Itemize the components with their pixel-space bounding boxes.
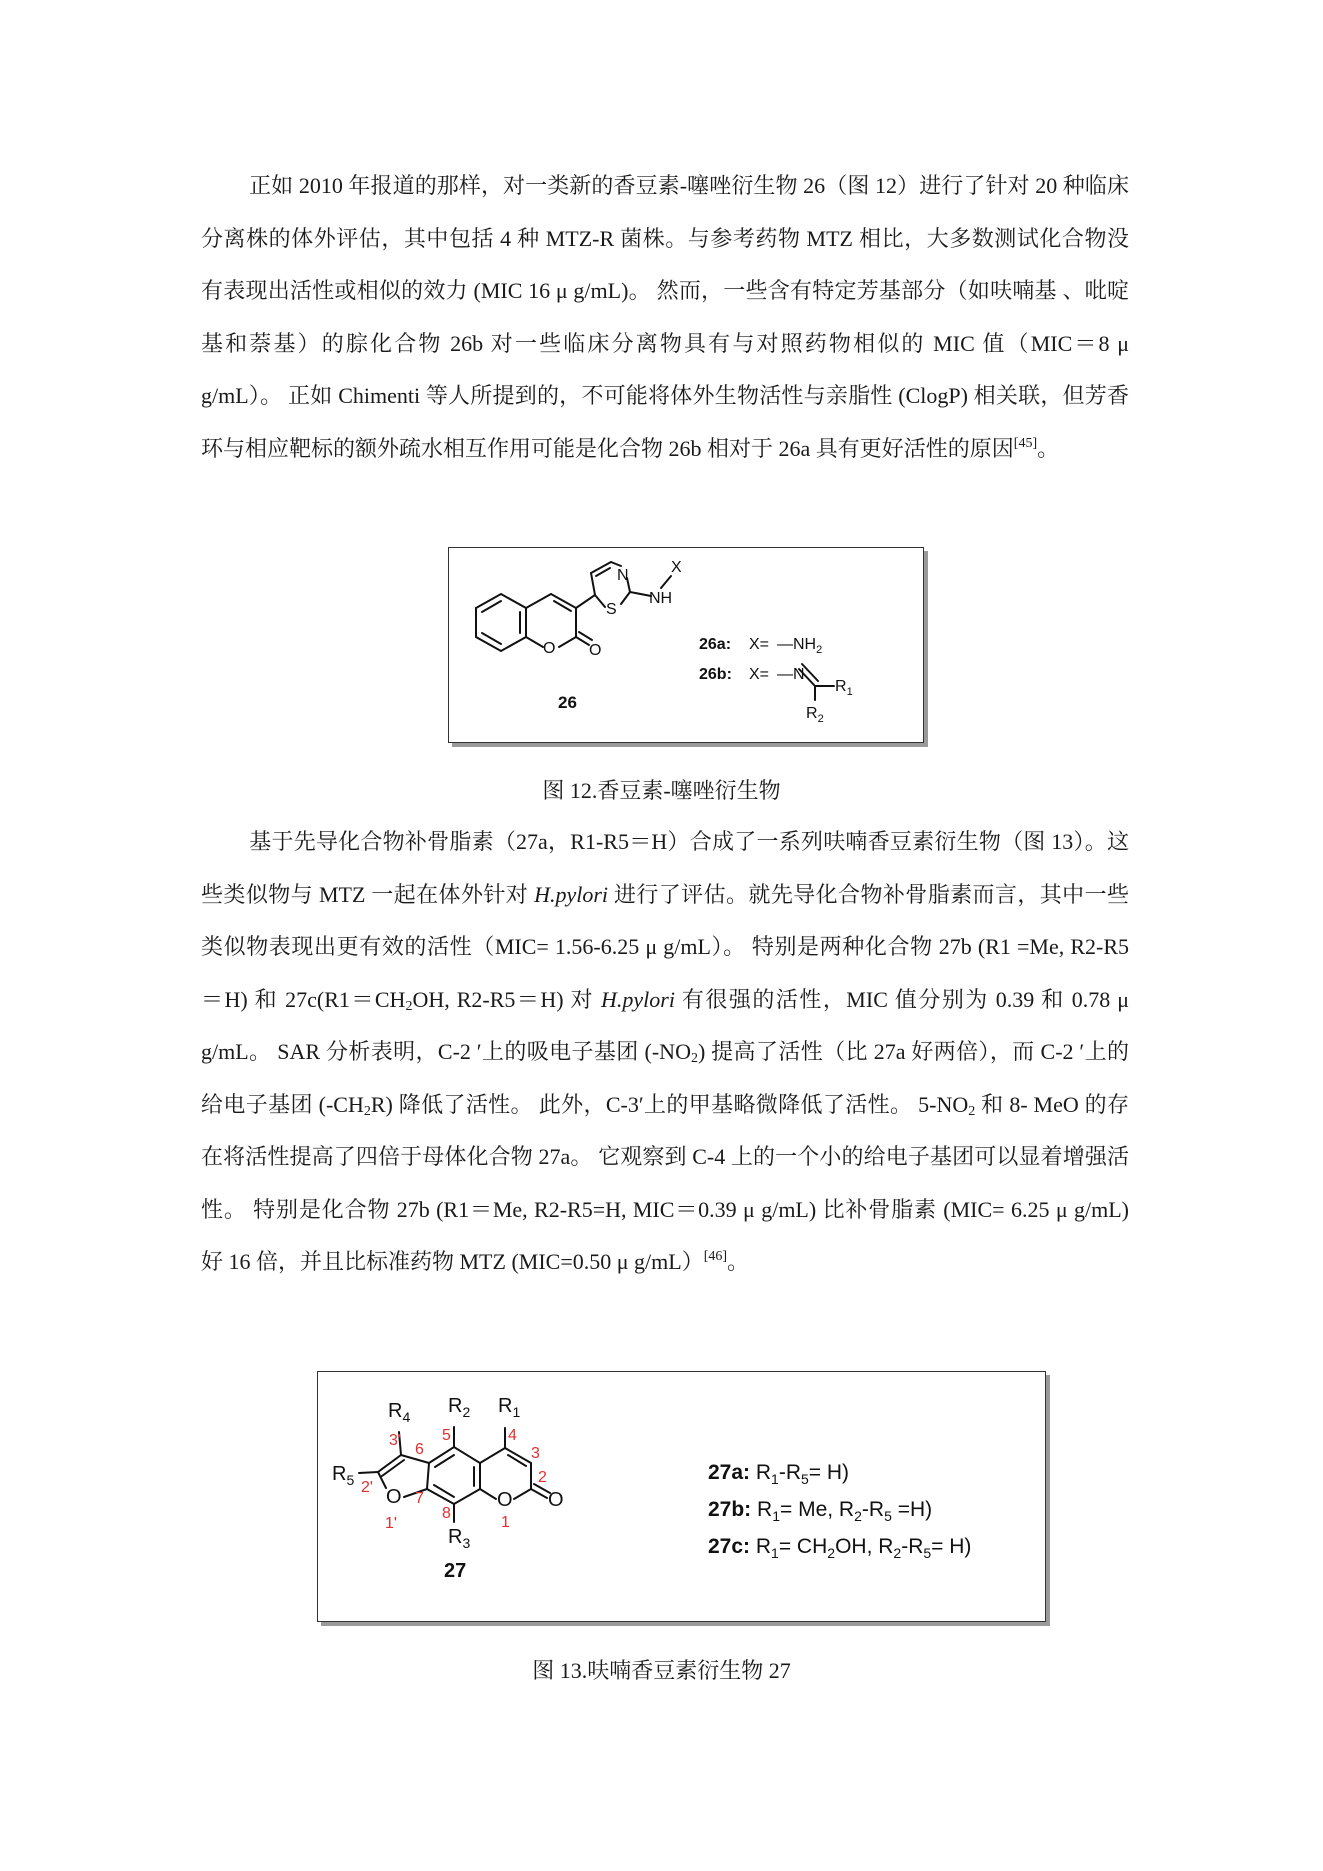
pos-2prime: 2' (361, 1479, 373, 1496)
p2-sub-d: 2 (968, 1103, 976, 1119)
pos-5: 5 (442, 1427, 451, 1444)
r2-label: $R_2$ (448, 1395, 471, 1420)
figure-13-caption: 图 13.呋喃香豆素衍生物 27 (532, 1658, 791, 1683)
pos-4: 4 (508, 1427, 517, 1444)
p2-sub-c: 2 (363, 1103, 371, 1119)
pos-3: 3 (531, 1445, 540, 1462)
citation-45: [45] (1013, 435, 1038, 451)
line-27b: 27b: $R_1= Me$, $R_2-R_5 =H$) (708, 1498, 933, 1524)
line-27c: 27c: $R_1= CH_2OH$, $R_2-R_5= H$) (708, 1535, 972, 1561)
atom-S: S (606, 601, 617, 618)
figure-12-structure (449, 548, 923, 742)
pos-6: 6 (415, 1441, 424, 1458)
figure-12-frame (448, 547, 924, 743)
x-eq-a: X= (749, 636, 770, 653)
paragraph-1-end: 。 (1037, 435, 1060, 461)
line-27a: 27a: $R_1-R_5= H$) (708, 1461, 850, 1487)
label-NH: NH (649, 590, 673, 607)
atom-O-carbonyl: O (548, 1489, 564, 1511)
pos-2: 2 (538, 1469, 547, 1486)
p2-seg-a: 基于先导化合物补骨脂素（27a，R1-R5＝H）合成了一系列呋喃香豆素衍生物（图 13）。这些类似物与 MTZ 一起在体外针对 (201, 829, 1129, 907)
r3-label: $R_3$ (448, 1526, 471, 1551)
label-26a: 26a: (699, 636, 732, 653)
p2-seg-b: 进行了评估。就先导化合物补骨脂素而言，其中一些类似物表现出更有效的活性（MIC= 1.56-6.25 μ g/mL）。 特别是两种化合物 27b (R1 =Me, R2-R5＝H) 和 27c(R1＝CH (201, 881, 1129, 1012)
p2-seg-f: R) 降低了活性。 此外，C-3′上的甲基略微降低了活性。 5-NO (370, 1091, 969, 1117)
atom-O-ring: O (497, 1489, 513, 1511)
label-26b: 26b: (699, 666, 732, 683)
figure-12-caption: 图 12.香豆素-噻唑衍生物 (542, 778, 781, 803)
figure-13-frame (317, 1371, 1046, 1622)
label-X: X (671, 559, 682, 576)
figure-13-structure (318, 1372, 1045, 1621)
nh2-group: $—NH_2$ (777, 636, 823, 656)
species-h-pylori-2: H.pylori (601, 986, 675, 1012)
citation-46: [46] (703, 1249, 728, 1264)
r5-label: $R_5$ (332, 1463, 355, 1488)
atom-O-furan: O (386, 1486, 402, 1508)
paragraph-2 (201, 816, 1129, 1289)
p2-end: 。 (727, 1249, 750, 1274)
p2-seg-d: 有很强的活性，MIC 值分别为 0.39 和 0.78 μ g/mL。 SAR 分析表明，C-2 ′上的吸电子基团 (-NO (201, 986, 1129, 1064)
p2-sub-a: 2 (405, 998, 413, 1014)
atom-O-carbonyl: O (589, 642, 602, 659)
r1-group: $R_1$ (835, 678, 853, 698)
compound-27-label: 27 (444, 1560, 467, 1582)
paragraph-1-text: 正如 2010 年报道的那样，对一类新的香豆素-噻唑衍生物 26（图 12）进行了针对 20 种临床分离株的体外评估，其中包括 4 种 MTZ-R 菌株。与参考药物 MTZ 相比，大多数测试化合物没有表现出活性或相似的效力 (MIC 16 μ g/mL)。 然而，一些含有特定芳基部分（如呋喃基 、吡啶基和萘基）的腙化合物 26b 对一些临床分离物具有与对照药物相似的 MIC 值（MIC＝8 μ g/mL）。 正如 Chimenti 等人所提到的，不可能将体外生物活性与亲脂性 (ClogP) 相关联，但芳香环与相应靶标的额外疏水相互作用可能是化合物 26b 相对于 26a 具有更好活性的原因 (201, 173, 1129, 461)
pos-7: 7 (415, 1490, 424, 1507)
paragraph-1 (201, 160, 1129, 475)
benzene-ring (476, 594, 526, 651)
pos-1: 1 (501, 1514, 510, 1531)
r4-label: $R_4$ (388, 1400, 411, 1425)
compound-26-label: 26 (558, 693, 577, 712)
species-h-pylori: H.pylori (534, 881, 609, 907)
x-eq-b: X= (749, 666, 770, 683)
atom-N: N (617, 567, 629, 584)
p2-seg-g: 和 8- MeO 的存在将活性提高了四倍于母体化合物 27a。 它观察到 C-4 上的一个小的给电子基团可以显着增强活性。 特别是化合物 27b (R1＝Me, R2-R5=H, MIC＝0.39 μ g/mL) 比补骨脂素 (MIC= 6.25 μ g/mL) 好 16 倍，并且比标准药物 MTZ (MIC=0.50 μ g/mL） (201, 1091, 1129, 1274)
pos-8: 8 (442, 1505, 451, 1522)
atom-O-ring: O (543, 640, 556, 657)
n-group: —N (777, 666, 805, 683)
pos-3prime: 3' (389, 1432, 401, 1449)
p2-sub-b: 2 (690, 1051, 698, 1066)
r2-group: $R_2$ (806, 705, 824, 725)
r1-label: $R_1$ (498, 1395, 521, 1420)
pos-1prime: 1' (385, 1515, 397, 1532)
p2-seg-c: OH, R2-R5＝H) 对 (412, 986, 601, 1012)
p2-seg-e: ) 提高了活性（比 27a 好两倍），而 C-2 ′上的给电子基团 (-CH (201, 1039, 1130, 1117)
